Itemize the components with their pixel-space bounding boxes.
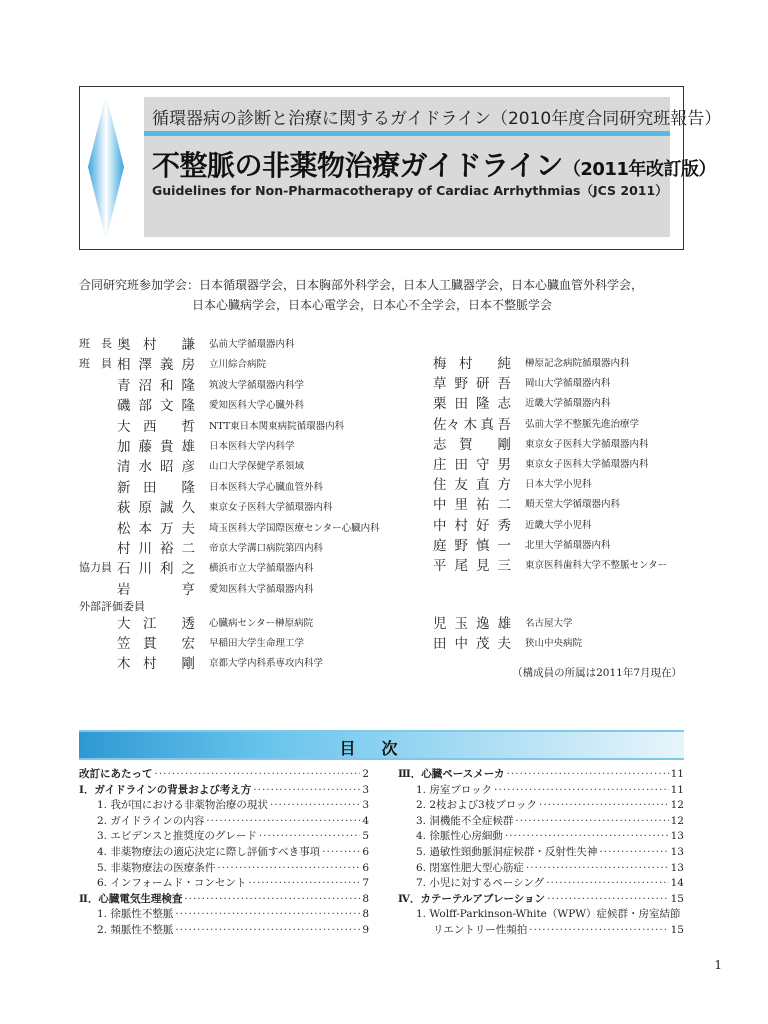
member-name-char: 利 — [160, 561, 174, 578]
member-name-char: 野 — [454, 537, 468, 554]
page-title — [152, 144, 716, 184]
member-name-char: 石 — [117, 561, 131, 578]
affiliation-date-note: （構成員の所属は2011年7月現在） — [512, 667, 682, 679]
toc-item-link[interactable] — [97, 844, 369, 860]
toc-entry-label: 1. 我が国における非薬物治療の現状 — [97, 799, 268, 812]
member-affiliation: 埼玉医科大学国際医療センター心臓内科 — [209, 522, 380, 534]
member-name-char: 児 — [433, 616, 447, 632]
member-name-char: 大 — [117, 616, 131, 632]
member-name-char: 隆 — [181, 377, 195, 394]
member-name — [117, 455, 195, 475]
member-name-char: 剛 — [497, 436, 511, 453]
member-name — [433, 453, 511, 473]
participating-societies-line1: 合同研究班参加学会：日本循環器学会，日本胸部外科学会，日本人工臓器学会，日本心臓血管外科学会， — [79, 278, 644, 292]
member-affiliation: 弘前大学循環器内科 — [209, 339, 295, 350]
member-row — [433, 534, 693, 552]
member-name-char: 隆 — [181, 398, 195, 415]
member-name-char: 藤 — [138, 439, 152, 455]
member-row — [79, 632, 379, 650]
member-name — [433, 352, 511, 372]
member-name — [117, 612, 195, 632]
member-name-char: 中 — [433, 497, 447, 514]
toc-item-link[interactable] — [97, 860, 369, 876]
member-name-char: 加 — [117, 439, 131, 455]
member-name-char: 住 — [433, 477, 447, 494]
toc-item-link[interactable] — [97, 797, 369, 813]
toc-leader-dots — [547, 893, 669, 905]
toc-page-number: 15 — [670, 892, 684, 905]
member-name-char: 庭 — [433, 537, 447, 554]
member-row — [433, 632, 693, 650]
member-name-char: 三 — [497, 558, 511, 574]
toc-entry-label: 2. 頻脈性不整脈 — [97, 924, 174, 936]
member-name — [117, 537, 195, 557]
toc-item-link[interactable] — [416, 860, 684, 876]
member-name — [433, 413, 511, 433]
toc-section-link[interactable] — [79, 891, 369, 907]
member-name — [433, 534, 511, 554]
member-name-char: 磯 — [117, 398, 131, 415]
member-name-char: 沼 — [138, 377, 152, 394]
member-name-char: 宏 — [181, 636, 195, 652]
member-row — [79, 537, 379, 555]
member-name — [433, 632, 511, 652]
toc-entry-label: 1. 房室ブロック — [416, 783, 493, 796]
member-name-char: 雄 — [497, 616, 511, 632]
toc-item-link[interactable] — [97, 828, 369, 844]
member-row — [433, 392, 693, 413]
member-name-char: 房 — [181, 357, 195, 374]
member-name-char: 逸 — [476, 616, 490, 632]
member-affiliation: 日本大学小児科 — [525, 479, 592, 491]
toc-item-link[interactable] — [97, 906, 369, 922]
member-name-char: 部 — [138, 398, 152, 415]
member-name-char: 庄 — [433, 457, 447, 473]
toc-section-link[interactable] — [79, 766, 369, 782]
member-affiliation: 横浜市立大学循環器内科 — [209, 563, 314, 575]
member-affiliation: 東京女子医科大学循環器内科 — [209, 502, 333, 514]
member-name-char: 隆 — [181, 479, 195, 496]
member-name-char: 水 — [138, 459, 152, 476]
member-row — [79, 353, 379, 374]
member-name-char: 田 — [143, 479, 157, 496]
member-affiliation: 東京女子医科大学循環器内科 — [525, 459, 649, 470]
toc-leader-dots — [322, 846, 360, 858]
member-name-char: 野 — [454, 376, 468, 393]
member-row — [79, 374, 379, 392]
member-row — [79, 435, 379, 453]
member-name-char: 好 — [476, 517, 490, 534]
member-name — [433, 433, 511, 453]
member-row — [433, 493, 693, 514]
toc-page-number: 15 — [670, 924, 684, 936]
member-name-char: 尾 — [454, 558, 468, 574]
member-name-char: 裕 — [160, 541, 174, 557]
toc-item-link[interactable] — [416, 844, 684, 860]
toc-page-number: 3 — [362, 799, 369, 812]
member-name-char: 一 — [497, 537, 511, 554]
toc-entry-label: 5. 非薬物療法の医療条件 — [97, 861, 216, 874]
member-name — [117, 435, 195, 455]
member-affiliation: 近畿大学循環器内科 — [525, 398, 611, 410]
member-name-char: 草 — [433, 376, 447, 393]
member-name-char: 萩 — [117, 500, 131, 517]
toc-page-number: 13 — [670, 830, 684, 843]
member-row — [79, 612, 379, 630]
member-row — [79, 578, 379, 596]
member-name-char: 見 — [476, 558, 490, 574]
toc-page-number: 6 — [362, 861, 369, 874]
toc-entry-label: 4. 徐脈性心房細動 — [416, 830, 503, 843]
member-name — [433, 392, 511, 412]
toc-leader-dots — [253, 784, 360, 796]
member-name — [117, 632, 195, 652]
member-name-char: 和 — [160, 377, 174, 394]
toc-leader-dots — [539, 799, 669, 811]
member-name-char: 平 — [433, 558, 447, 574]
member-name — [433, 473, 511, 493]
member-name-char: 村 — [143, 656, 157, 672]
toc-leader-dots — [515, 815, 668, 827]
member-name-char: 本 — [138, 520, 152, 537]
toc-item-link[interactable] — [97, 875, 369, 891]
member-name — [117, 333, 195, 353]
member-row — [79, 476, 379, 494]
member-name-char: 夫 — [497, 636, 511, 652]
header-accent-stripe — [144, 131, 670, 136]
member-name-char: 松 — [117, 520, 131, 537]
member-affiliation: 京都大学内科系専攻内科学 — [209, 658, 324, 669]
member-name-char: 田 — [454, 396, 468, 413]
member-name-char: 夫 — [181, 520, 195, 537]
member-name-char: 梅 — [433, 356, 447, 372]
toc-entry-label: 3. 洞機能不全症候群 — [416, 814, 514, 827]
toc-leader-dots — [184, 893, 360, 905]
toc-page-number: 11 — [670, 768, 684, 780]
member-affiliation: 名古屋大学 — [525, 618, 573, 629]
toc-page-number: 12 — [670, 814, 684, 827]
member-affiliation: 帝京大学溝口病院第四内科 — [209, 543, 324, 554]
toc-section-link[interactable] — [398, 891, 684, 907]
member-row — [79, 517, 379, 535]
toc-item-link[interactable] — [416, 906, 684, 922]
member-name-char: 佐々 — [433, 416, 460, 433]
toc-leader-dots — [206, 815, 360, 827]
toc-leader-dots — [155, 768, 361, 780]
member-row — [79, 557, 379, 578]
member-name-char: 友 — [454, 477, 468, 494]
toc-item-link[interactable] — [433, 922, 684, 938]
toc-entry-label: 6. 閉塞性肥大型心筋症 — [416, 861, 524, 874]
toc-item-link[interactable] — [97, 813, 369, 829]
toc-banner — [79, 730, 684, 760]
toc-entry-label: 2. 2枝および3枝ブロック — [416, 799, 538, 812]
page-title-text: 不整脈の非薬物治療ガイドライン — [152, 149, 563, 182]
toc-leader-dots — [546, 877, 668, 889]
member-name-char: 吾 — [497, 416, 511, 433]
guideline-series-subtitle: 循環器病の診断と治療に関するガイドライン（2010年度合同研究班報告） — [152, 109, 722, 129]
toc-leader-dots — [248, 877, 360, 889]
member-name — [433, 554, 511, 574]
member-name-char: 謙 — [181, 337, 195, 353]
member-name-char: 昭 — [160, 459, 174, 476]
toc-leader-dots — [529, 924, 668, 936]
member-name — [117, 394, 195, 414]
member-affiliation: 東京女子医科大学循環器内科 — [525, 438, 649, 450]
member-role: 協力員 — [79, 561, 112, 575]
member-name-char: 文 — [160, 398, 174, 415]
member-name-char: 栗 — [433, 396, 447, 413]
member-name-char: 義 — [160, 357, 174, 374]
member-name-char: 青 — [117, 377, 131, 394]
toc-item-link[interactable] — [416, 813, 684, 829]
toc-leader-dots — [259, 830, 360, 842]
member-affiliation: 榊原記念病院循環器内科 — [525, 358, 630, 369]
member-row — [433, 554, 693, 572]
toc-page-number: 9 — [362, 924, 369, 936]
member-name-char: 男 — [497, 457, 511, 473]
member-affiliation: 東京医科歯科大学不整脈センター — [525, 560, 668, 571]
member-affiliation: NTT東日本関東病院循環器内科 — [209, 420, 345, 432]
member-name-char: 木 — [463, 416, 477, 433]
member-name-char: 彦 — [181, 459, 195, 476]
toc-leader-dots — [526, 862, 669, 874]
member-name-char: 哲 — [181, 418, 195, 435]
member-affiliation: 愛知医科大学循環器内科 — [209, 583, 314, 595]
member-row — [433, 413, 693, 431]
member-name-char: 方 — [497, 477, 511, 494]
member-name-char: 雄 — [181, 439, 195, 455]
member-name — [433, 514, 511, 534]
member-affiliation: 山口大学保健学系領域 — [209, 461, 305, 473]
toc-page-number: 12 — [670, 799, 684, 812]
toc-entry-label: 1. 徐脈性不整脈 — [97, 908, 174, 921]
toc-leader-dots — [175, 924, 360, 936]
toc-entry-label: リエントリー性頻拍 — [433, 924, 528, 936]
toc-page-number: 13 — [670, 861, 684, 874]
toc-page-number: 6 — [362, 846, 369, 858]
toc-entry-label: 1. Wolff-Parkinson-White（WPW）症候群・房室結節 — [416, 908, 681, 921]
member-name — [117, 578, 195, 598]
toc-entry-label: 2. ガイドラインの内容 — [97, 814, 205, 827]
toc-leader-dots — [217, 862, 360, 874]
member-name — [117, 557, 195, 577]
member-name-char: 祐 — [476, 497, 490, 514]
member-name — [117, 415, 195, 435]
toc-entry-label: 改訂にあたって — [79, 768, 153, 780]
toc-entry-label: Ⅰ．ガイドラインの背景および考え方 — [79, 783, 252, 796]
member-affiliation: 近畿大学小児科 — [525, 519, 592, 531]
member-name-char: 真 — [480, 416, 494, 433]
member-name-char: 志 — [433, 436, 447, 453]
toc-page-number: 7 — [362, 877, 369, 890]
toc-leader-dots — [270, 799, 360, 811]
toc-entry-label: 4. 非薬物療法の適応決定に際し評価すべき事項 — [97, 846, 321, 858]
member-name — [117, 496, 195, 516]
member-row — [79, 455, 379, 476]
member-name-char: 中 — [433, 517, 447, 534]
member-name — [433, 372, 511, 392]
member-affiliation: 岡山大学循環器内科 — [525, 378, 611, 390]
toc-entry-label: Ⅱ．心臓電気生理検査 — [79, 892, 183, 905]
toc-item-link[interactable] — [416, 782, 684, 798]
toc-page-number: 3 — [362, 783, 369, 796]
toc-leader-dots — [507, 768, 669, 780]
toc-page-number: 14 — [670, 877, 684, 890]
member-name-char: 剛 — [181, 656, 195, 672]
member-name — [117, 374, 195, 394]
external-reviewers-label: 外部評価委員 — [79, 600, 145, 613]
member-name-char: 慎 — [476, 537, 490, 554]
toc-leader-dots — [175, 908, 360, 920]
member-name-char: 新 — [117, 479, 131, 496]
member-affiliation: 狭山中央病院 — [525, 638, 583, 649]
member-affiliation: 弘前大学不整脈先進治療学 — [525, 418, 640, 430]
member-row — [433, 453, 693, 471]
member-name-char: 賀 — [459, 436, 473, 453]
member-name-char: 純 — [497, 356, 511, 372]
member-row — [433, 473, 693, 494]
member-name-char: 秀 — [497, 517, 511, 534]
member-name-char: 川 — [138, 561, 152, 578]
member-row — [433, 372, 693, 393]
member-name-char: 誠 — [160, 500, 174, 517]
toc-leader-dots — [505, 830, 669, 842]
member-name-char: 貫 — [143, 636, 157, 652]
member-row — [433, 352, 693, 370]
member-name-char: 西 — [143, 418, 157, 435]
member-row — [79, 333, 379, 351]
member-name-char: 二 — [497, 497, 511, 514]
member-name-char: 直 — [476, 477, 490, 494]
member-role: 班 員 — [79, 357, 112, 371]
member-affiliation: 愛知医科大学心臓外科 — [209, 400, 305, 412]
member-row — [79, 496, 379, 517]
member-name-char: 江 — [143, 616, 157, 632]
member-name-char: 岩 — [117, 581, 131, 598]
toc-page-number: 13 — [670, 846, 684, 858]
member-name-char: 奥 — [117, 337, 131, 353]
member-name-char: 笠 — [117, 636, 131, 652]
toc-page-number: 8 — [362, 892, 369, 905]
toc-section-link[interactable] — [79, 782, 369, 798]
toc-page-number: 8 — [362, 908, 369, 921]
member-name-char: 村 — [454, 517, 468, 534]
member-name-char: 吾 — [497, 376, 511, 393]
member-affiliation: 筑波大学循環器内科学 — [209, 379, 305, 391]
member-name — [433, 612, 511, 632]
member-affiliation: 心臓病センター榊原病院 — [209, 618, 314, 629]
member-row — [433, 514, 693, 532]
toc-entry-label: 3. エビデンスと推奨度のグレード — [97, 830, 257, 843]
member-name-char: 貴 — [160, 439, 174, 455]
member-name-char: 澤 — [138, 357, 152, 374]
member-name — [117, 652, 195, 672]
toc-page-number: 11 — [670, 783, 684, 796]
member-affiliation: 順天堂大学循環器内科 — [525, 499, 621, 511]
member-name-char: 透 — [181, 616, 195, 632]
member-name-char: 久 — [181, 500, 195, 517]
member-affiliation: 日本医科大学内科学 — [209, 441, 295, 452]
page-number: 1 — [714, 958, 722, 972]
member-name-char: 田 — [433, 636, 447, 652]
member-name-char: 村 — [117, 541, 131, 557]
member-row — [79, 652, 379, 670]
member-name-char: 相 — [117, 357, 131, 374]
member-name-char: 茂 — [476, 636, 490, 652]
toc-item-link[interactable] — [416, 875, 684, 891]
page-title-edition: （2011年改訂版） — [562, 159, 716, 180]
english-title: Guidelines for Non-Pharmacotherapy of Cardiac Arrhythmias（JCS 2011） — [152, 183, 668, 198]
member-name-char: 里 — [454, 497, 468, 514]
member-affiliation: 早稲田大学生命理工学 — [209, 638, 305, 649]
member-name-char: 隆 — [476, 396, 490, 413]
member-affiliation: 日本医科大学心臓血管外科 — [209, 481, 324, 493]
member-name — [433, 493, 511, 513]
member-name-char: 原 — [138, 500, 152, 517]
member-name — [117, 476, 195, 496]
toc-section-link[interactable] — [398, 766, 684, 782]
member-name-char: 村 — [143, 337, 157, 353]
member-row — [433, 433, 693, 451]
member-name — [117, 517, 195, 537]
member-name-char: 守 — [476, 457, 490, 473]
participating-societies-line2: 日本心臓病学会，日本心電学会，日本心不全学会，日本不整脈学会 — [192, 298, 553, 312]
member-name — [117, 353, 195, 373]
toc-item-link[interactable] — [97, 922, 369, 938]
member-name-char: 大 — [117, 418, 131, 435]
member-name-char: 清 — [117, 459, 131, 476]
toc-entry-label: Ⅲ．心臓ペースメーカ — [398, 768, 505, 780]
toc-leader-dots — [599, 846, 668, 858]
member-name-char: 亨 — [181, 581, 195, 598]
member-name-char: 玉 — [454, 616, 468, 632]
member-row — [79, 394, 379, 415]
toc-entry-label: Ⅳ．カテーテルアブレーション — [398, 892, 546, 905]
member-name-char: 万 — [160, 520, 174, 537]
toc-entry-label: 5. 過敏性頸動脈洞症候群・反射性失神 — [416, 846, 598, 858]
toc-page-number: 5 — [362, 830, 369, 843]
member-row — [433, 612, 693, 630]
toc-entry-label: 6. インフォームド・コンセント — [97, 877, 247, 890]
member-name-char: 田 — [454, 457, 468, 473]
member-name-char: 志 — [497, 396, 511, 413]
member-name-char: 之 — [181, 561, 195, 578]
toc-page-number: 2 — [362, 768, 369, 780]
member-name-char: 研 — [476, 376, 490, 393]
member-name-char: 川 — [138, 541, 152, 557]
diamond-icon — [86, 95, 126, 240]
member-row — [79, 415, 379, 433]
member-name-char: 中 — [454, 636, 468, 652]
member-role: 班 長 — [79, 337, 112, 350]
member-name-char: 村 — [459, 356, 473, 372]
toc-item-link[interactable] — [416, 828, 684, 844]
member-name-char: 二 — [181, 541, 195, 557]
member-affiliation: 北里大学循環器内科 — [525, 539, 611, 551]
toc-page-number: 4 — [362, 814, 369, 827]
toc-item-link[interactable] — [416, 797, 684, 813]
toc-title: 目次 — [339, 739, 424, 758]
toc-entry-label: 7. 小児に対するペーシング — [416, 877, 545, 890]
toc-leader-dots — [494, 784, 668, 796]
member-affiliation: 立川綜合病院 — [209, 359, 267, 371]
member-name-char: 木 — [117, 656, 131, 672]
